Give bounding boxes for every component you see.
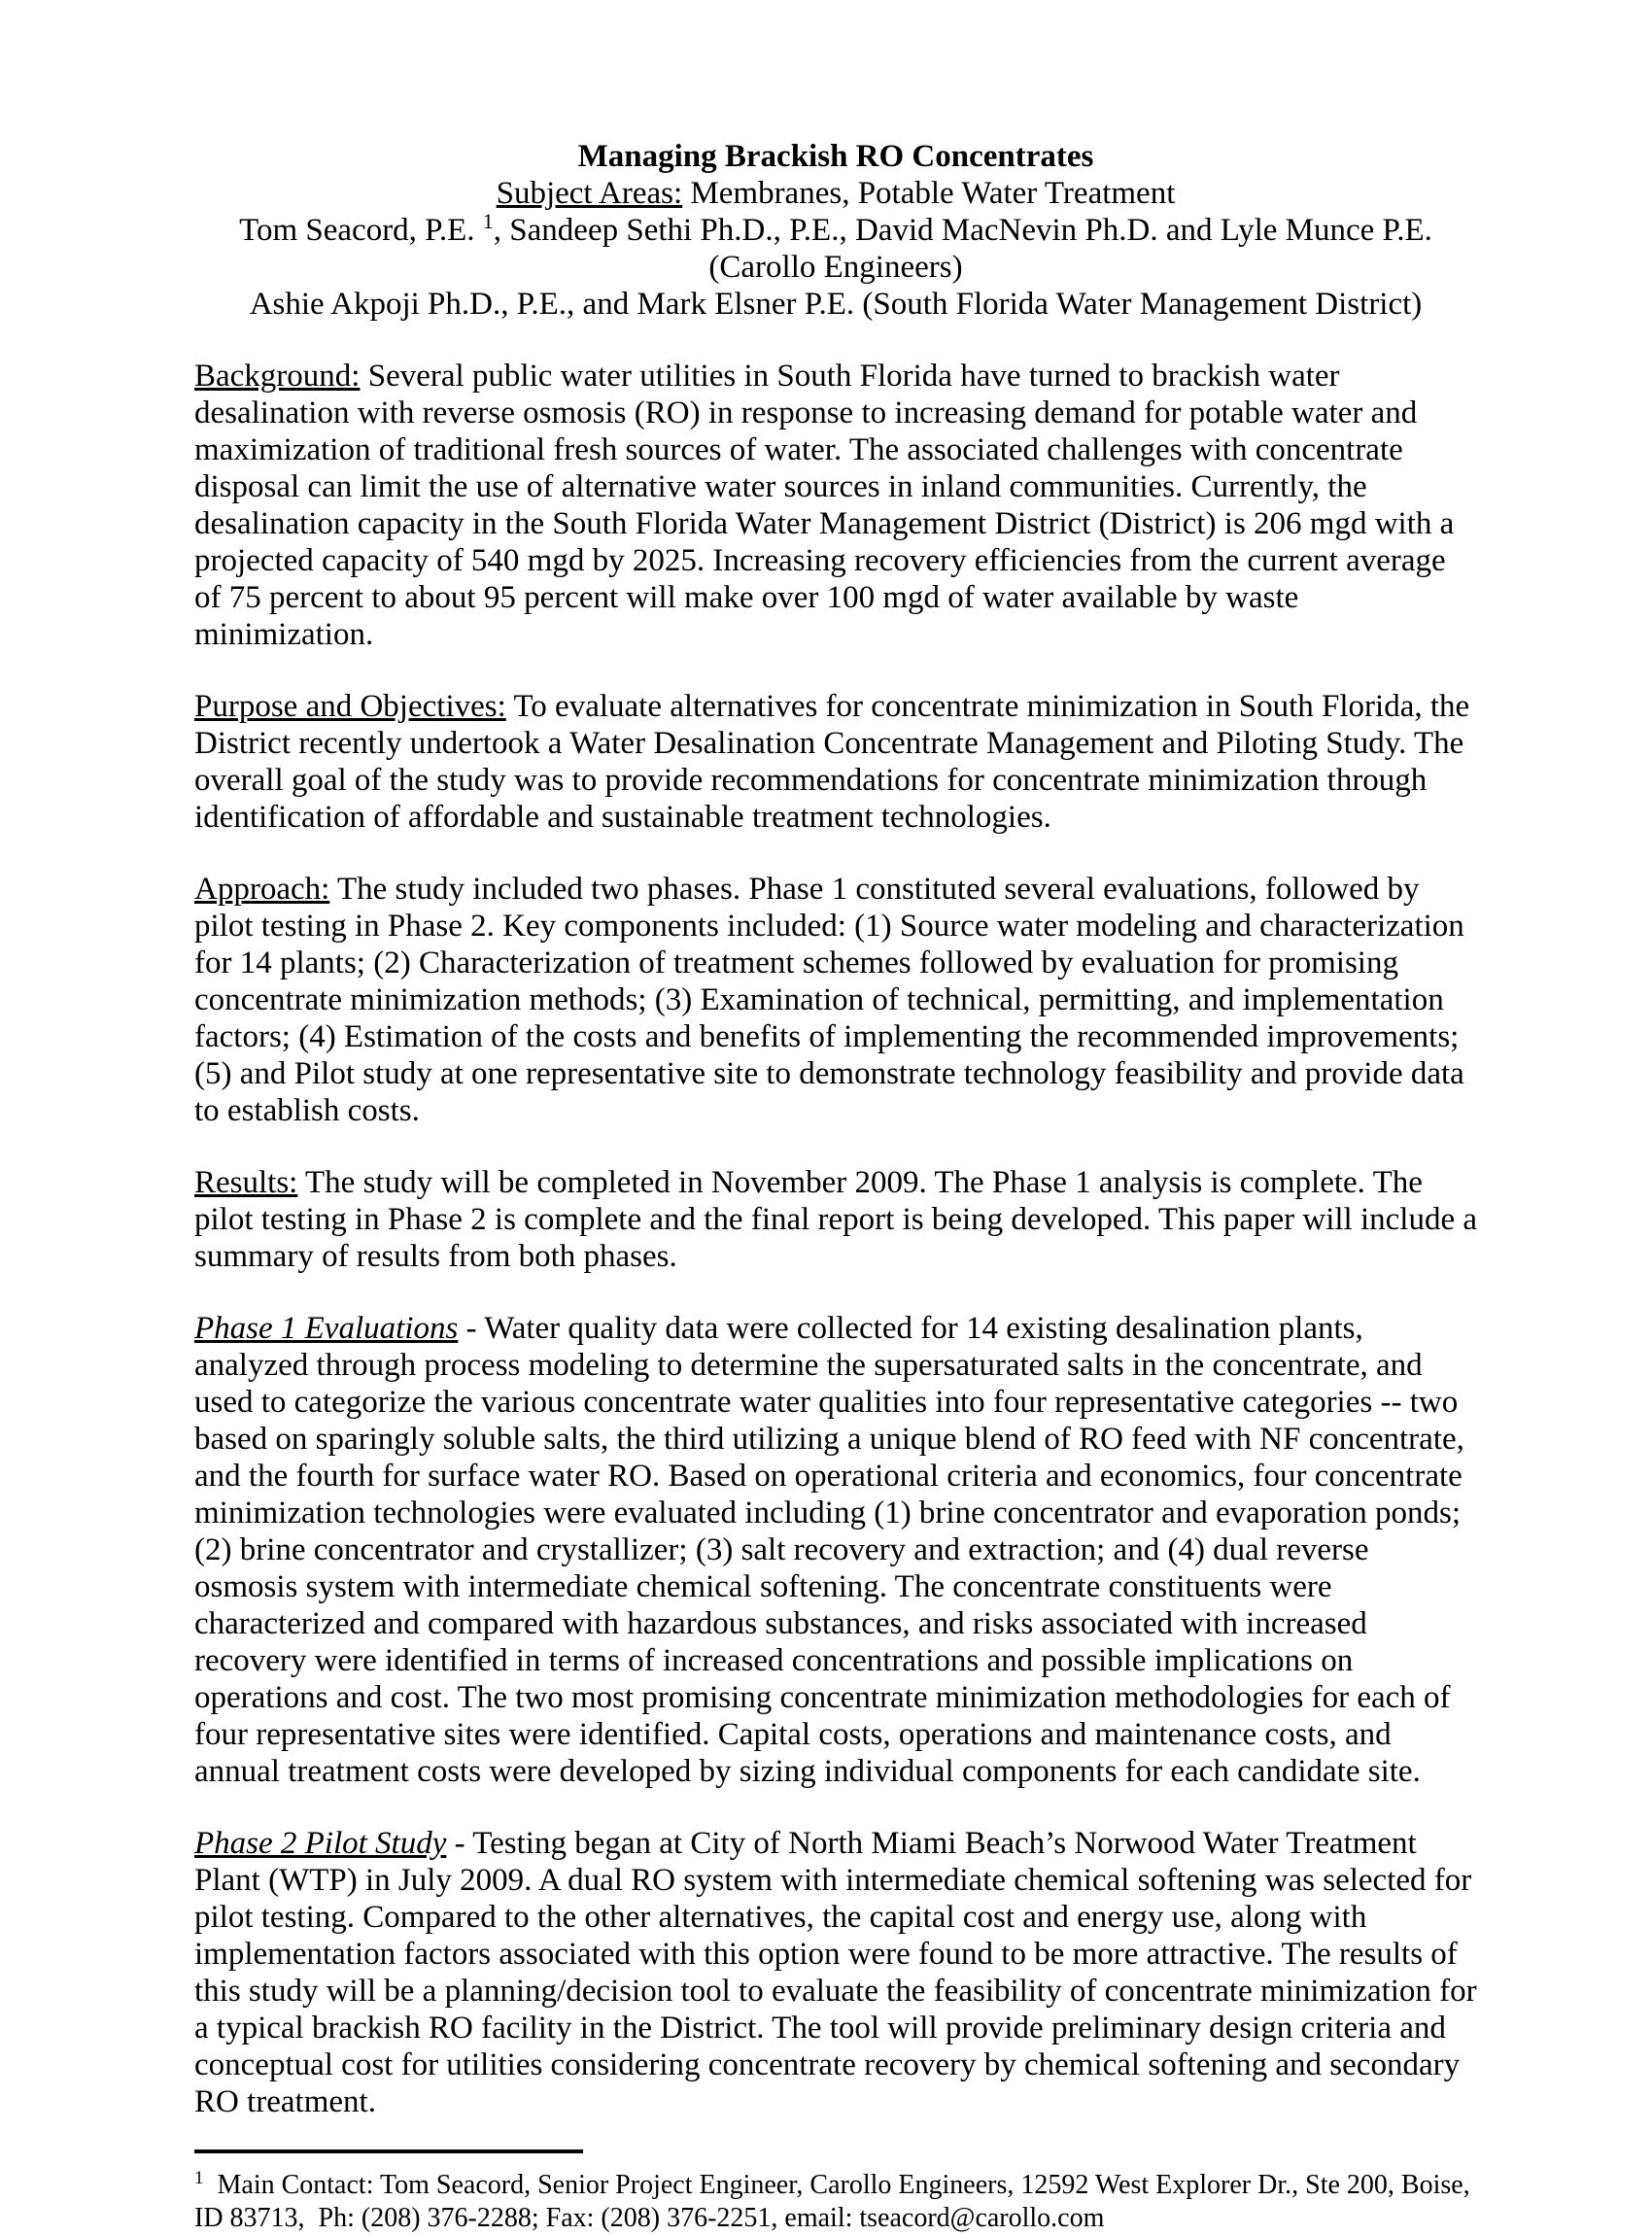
footnote-marker: 1 <box>194 2167 204 2188</box>
section-results-separator <box>297 1165 305 1200</box>
footnote-text: Main Contact: Tom Seacord, Senior Project Engineer, Carollo Engineers, 12592 West Explorer Dr., Ste 200, Boise, ID 83713, Ph: (208) 376-2288; Fax: (208) 376-2251, email: tseacord@carollo.com <box>194 2170 1477 2233</box>
footnote <box>194 2169 1477 2235</box>
authors-carollo-line <box>194 208 1477 286</box>
section-purpose-heading: Purpose and Objectives: <box>194 689 506 724</box>
section-phase2-body: Testing began at City of North Miami Beach’s Norwood Water Treatment Plant (WTP) in July 2009. A dual RO system with intermediate chemical softening was selected for pilot testing. Compared to the other alternatives, the capital cost and energy use, along with implementation factors associated with this option were found to be more attractive. The results of this study will be a planning/decision tool to evaluate the feasibility of concentrate minimization for a typical brackish RO facility in the District. The tool will provide preliminary design criteria and conceptual cost for utilities considering concentrate recovery by chemical softening and secondary RO treatment. <box>194 1826 1477 2119</box>
section-phase1-evaluations <box>194 1310 1477 1790</box>
section-background <box>194 358 1477 653</box>
section-background-separator <box>360 359 367 394</box>
section-approach-separator <box>329 872 337 907</box>
section-phase1-separator: - <box>458 1311 485 1346</box>
section-approach <box>194 871 1477 1129</box>
footnote-area <box>194 2149 1477 2235</box>
section-phase1-body: Water quality data were collected for 14 existing desalination plants, analyzed through process modeling to determine the supersaturated salts in the concentrate, and used to categorize the various concentrate water qualities into four representative categories -- two based on sparingly soluble salts, the third utilizing a unique blend of RO feed with NF concentrate, and the fourth for surface water RO. Based on operational criteria and economics, four concentrate minimization technologies were evaluated including (1) brine concentrator and evaporation ponds; (2) brine concentrator and crystallizer; (3) salt recovery and extraction; and (4) dual reverse osmosis system with intermediate chemical softening. The concentrate constituents were characterized and compared with hazardous substances, and risks associated with increased recovery were identified in terms of increased concentrations and possible implications on operations and cost. The two most promising concentrate minimization methodologies for each of four representative sites were identified. Capital costs, operations and maintenance costs, and annual treatment costs were developed by sizing individual components for each candidate site. <box>194 1311 1464 1789</box>
authors-sfwmd-line: Ashie Akpoji Ph.D., P.E., and Mark Elsner P.E. (South Florida Water Management District) <box>249 287 1423 322</box>
section-results <box>194 1164 1477 1275</box>
section-background-heading: Background: <box>194 359 361 394</box>
subject-areas-line <box>194 175 1477 212</box>
section-purpose-objectives <box>194 688 1477 836</box>
section-background-body: Several public water utilities in South Florida have turned to brackish water desalination with reverse osmosis (RO) in response to increasing demand for potable water and maximization of traditional fresh sources of water. The associated challenges with concentrate disposal can limit the use of alternative water sources in inland communities. Currently, the desalination capacity in the South Florida Water Management District (District) is 206 mgd with a projected capacity of 540 mgd by 2025. Increasing recovery efficiencies from the current average of 75 percent to about 95 percent will make over 100 mgd of water available by waste minimization. <box>194 359 1455 652</box>
section-approach-heading: Approach: <box>194 872 330 907</box>
section-purpose-body: To evaluate alternatives for concentrate minimization in South Florida, the District recently undertook a Water Desalination Concentrate Management and Piloting Study. The overall goal of the study was to provide recommendations for concentrate minimization through identification of affordable and sustainable treatment technologies. <box>194 689 1470 835</box>
footnote-separator-rule <box>194 2149 583 2153</box>
section-approach-body: The study included two phases. Phase 1 constituted several evaluations, followed by pilot testing in Phase 2. Key components included: (1) Source water modeling and characterization for 14 plants; (2) Characterization of treatment schemes followed by evaluation for promising concentrate minimization methods; (3) Examination of technical, permitting, and implementation factors; (4) Estimation of the costs and benefits of implementing the recommended improvements; (5) and Pilot study at one representative site to demonstrate technology feasibility and provide data to establish costs. <box>194 872 1464 1128</box>
paper-title: Managing Brackish RO Concentrates <box>577 139 1094 174</box>
section-results-body: The study will be completed in November 2009. The Phase 1 analysis is complete. The pilot testing in Phase 2 is complete and the final report is being developed. This paper will include a summary of results from both phases. <box>194 1165 1477 1274</box>
section-results-heading: Results: <box>194 1165 298 1200</box>
author-names-post: , Sandeep Sethi Ph.D., P.E., David MacNevin Ph.D. and Lyle Munce P.E. (Carollo Engineers) <box>493 213 1432 285</box>
section-phase1-heading: Phase 1 Evaluations <box>194 1311 459 1346</box>
subject-areas-label: Subject Areas: <box>496 176 683 211</box>
section-phase2-heading: Phase 2 Pilot Study <box>194 1826 447 1861</box>
doc-header <box>194 138 1477 323</box>
subject-areas-value: Membranes, Potable Water Treatment <box>682 176 1176 211</box>
section-phase2-separator: - <box>446 1826 473 1861</box>
author-footnote-ref: 1 <box>482 208 494 233</box>
section-phase2-pilot-study <box>194 1825 1477 2120</box>
author-name-pre: Tom Seacord, P.E. <box>239 213 483 248</box>
